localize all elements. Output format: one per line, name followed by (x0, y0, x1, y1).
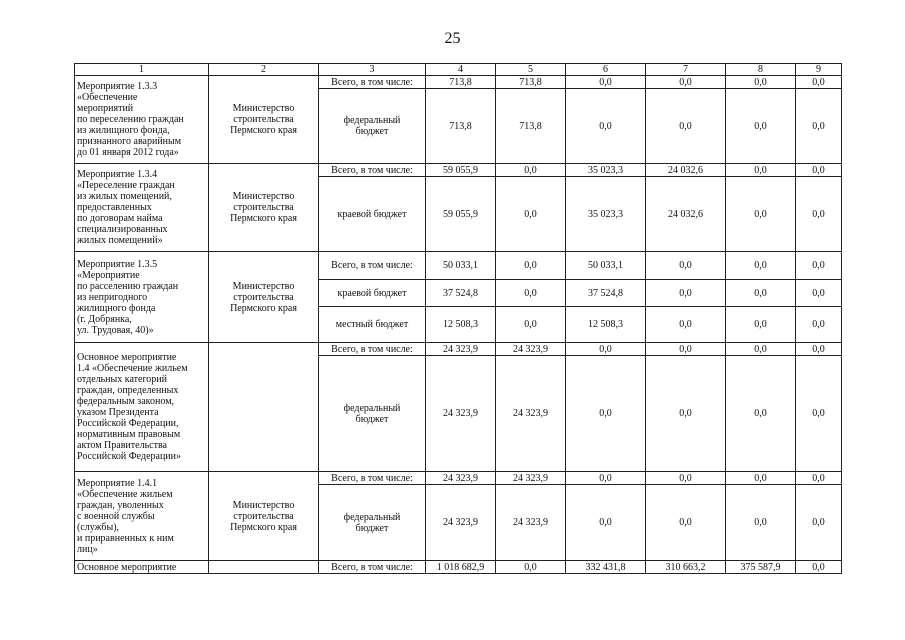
amount-cell: 35 023,3 (566, 164, 646, 177)
header-cell: 1 (75, 64, 209, 76)
funding-source: краевой бюджет (319, 280, 426, 307)
responsible-executor (209, 343, 319, 472)
amount-cell: 0,0 (796, 472, 842, 485)
measure-name: Мероприятие 1.4.1 «Обеспечение жильем граждан, уволенных с военной службы (службы), и приравненных к ним лиц» (75, 472, 209, 561)
financing-table (74, 63, 842, 574)
amount-cell: 0,0 (726, 89, 796, 164)
amount-cell: 24 323,9 (426, 356, 496, 472)
amount-cell: 0,0 (646, 89, 726, 164)
funding-source: местный бюджет (319, 307, 426, 343)
table-row (75, 561, 842, 574)
measure-name: Мероприятие 1.3.3 «Обеспечение мероприятий по переселению граждан из жилищного фонда, признанного аварийным до 01 января 2012 года» (75, 76, 209, 164)
amount-cell: 24 032,6 (646, 177, 726, 252)
amount-cell: 0,0 (646, 485, 726, 561)
responsible-executor: Министерство строительства Пермского края (209, 164, 319, 252)
amount-cell: 24 323,9 (426, 472, 496, 485)
amount-cell: 0,0 (496, 307, 566, 343)
table-row (75, 76, 842, 89)
funding-source: федеральный бюджет (319, 89, 426, 164)
header-cell: 4 (426, 64, 496, 76)
amount-cell: 12 508,3 (426, 307, 496, 343)
amount-cell: 1 018 682,9 (426, 561, 496, 574)
amount-cell: 0,0 (496, 280, 566, 307)
amount-cell: 35 023,3 (566, 177, 646, 252)
funding-source: Всего, в том числе: (319, 343, 426, 356)
funding-source: Всего, в том числе: (319, 561, 426, 574)
amount-cell: 0,0 (726, 252, 796, 280)
table-row (75, 472, 842, 485)
amount-cell: 37 524,8 (426, 280, 496, 307)
amount-cell: 24 323,9 (496, 485, 566, 561)
amount-cell: 24 323,9 (496, 472, 566, 485)
amount-cell: 332 431,8 (566, 561, 646, 574)
responsible-executor: Министерство строительства Пермского края (209, 76, 319, 164)
funding-source: федеральный бюджет (319, 485, 426, 561)
amount-cell: 0,0 (796, 164, 842, 177)
responsible-executor (209, 561, 319, 574)
amount-cell: 37 524,8 (566, 280, 646, 307)
amount-cell: 0,0 (726, 177, 796, 252)
amount-cell: 0,0 (796, 89, 842, 164)
amount-cell: 50 033,1 (426, 252, 496, 280)
amount-cell: 713,8 (426, 89, 496, 164)
amount-cell: 59 055,9 (426, 164, 496, 177)
amount-cell: 0,0 (646, 307, 726, 343)
amount-cell: 0,0 (646, 76, 726, 89)
amount-cell: 0,0 (566, 343, 646, 356)
header-cell: 6 (566, 64, 646, 76)
amount-cell: 0,0 (566, 89, 646, 164)
amount-cell: 0,0 (726, 485, 796, 561)
amount-cell: 375 587,9 (726, 561, 796, 574)
amount-cell: 0,0 (726, 76, 796, 89)
amount-cell: 0,0 (726, 280, 796, 307)
amount-cell: 713,8 (496, 89, 566, 164)
amount-cell: 24 323,9 (496, 343, 566, 356)
amount-cell: 24 323,9 (496, 356, 566, 472)
amount-cell: 0,0 (796, 343, 842, 356)
amount-cell: 0,0 (796, 356, 842, 472)
measure-name: Мероприятие 1.3.5 «Мероприятие по расселению граждан из непригодного жилищного фонда (г. Добрянка, ул. Трудовая, 40)» (75, 252, 209, 343)
amount-cell: 0,0 (566, 472, 646, 485)
amount-cell: 0,0 (496, 252, 566, 280)
amount-cell: 310 663,2 (646, 561, 726, 574)
measure-name: Основное мероприятие (75, 561, 209, 574)
table-row (75, 252, 842, 280)
table-row (75, 164, 842, 177)
amount-cell: 0,0 (726, 307, 796, 343)
amount-cell: 0,0 (496, 164, 566, 177)
measure-name: Мероприятие 1.3.4 «Переселение граждан из жилых помещений, предоставленных по договорам найма специализированных жилых помещений» (75, 164, 209, 252)
amount-cell: 0,0 (646, 343, 726, 356)
amount-cell: 0,0 (796, 280, 842, 307)
funding-source: федеральный бюджет (319, 356, 426, 472)
amount-cell: 0,0 (796, 76, 842, 89)
header-cell: 2 (209, 64, 319, 76)
amount-cell: 24 323,9 (426, 343, 496, 356)
header-cell: 3 (319, 64, 426, 76)
amount-cell: 0,0 (796, 485, 842, 561)
amount-cell: 0,0 (496, 561, 566, 574)
funding-source: краевой бюджет (319, 177, 426, 252)
amount-cell: 0,0 (796, 252, 842, 280)
amount-cell: 12 508,3 (566, 307, 646, 343)
amount-cell: 0,0 (796, 561, 842, 574)
amount-cell: 0,0 (796, 177, 842, 252)
amount-cell: 0,0 (726, 164, 796, 177)
amount-cell: 0,0 (796, 307, 842, 343)
amount-cell: 0,0 (726, 343, 796, 356)
amount-cell: 0,0 (726, 356, 796, 472)
header-cell: 5 (496, 64, 566, 76)
funding-source: Всего, в том числе: (319, 472, 426, 485)
amount-cell: 24 032,6 (646, 164, 726, 177)
table-row (75, 343, 842, 356)
amount-cell: 50 033,1 (566, 252, 646, 280)
amount-cell: 713,8 (426, 76, 496, 89)
amount-cell: 0,0 (566, 356, 646, 472)
amount-cell: 0,0 (646, 356, 726, 472)
responsible-executor: Министерство строительства Пермского края (209, 252, 319, 343)
header-row (75, 64, 842, 76)
amount-cell: 0,0 (496, 177, 566, 252)
funding-source: Всего, в том числе: (319, 252, 426, 280)
amount-cell: 59 055,9 (426, 177, 496, 252)
header-cell: 8 (726, 64, 796, 76)
amount-cell: 0,0 (726, 472, 796, 485)
amount-cell: 0,0 (646, 280, 726, 307)
amount-cell: 0,0 (566, 76, 646, 89)
amount-cell: 0,0 (646, 252, 726, 280)
funding-source: Всего, в том числе: (319, 76, 426, 89)
amount-cell: 0,0 (646, 472, 726, 485)
measure-name: Основное мероприятие 1.4 «Обеспечение жильем отдельных категорий граждан, определенных федеральным законом, указом Президента Российской Федерации, нормативным правовым актом Правительства Российской Федерации» (75, 343, 209, 472)
amount-cell: 24 323,9 (426, 485, 496, 561)
page-number: 25 (444, 30, 461, 47)
responsible-executor: Министерство строительства Пермского края (209, 472, 319, 561)
header-cell: 9 (796, 64, 842, 76)
header-cell: 7 (646, 64, 726, 76)
funding-source: Всего, в том числе: (319, 164, 426, 177)
amount-cell: 713,8 (496, 76, 566, 89)
amount-cell: 0,0 (566, 485, 646, 561)
